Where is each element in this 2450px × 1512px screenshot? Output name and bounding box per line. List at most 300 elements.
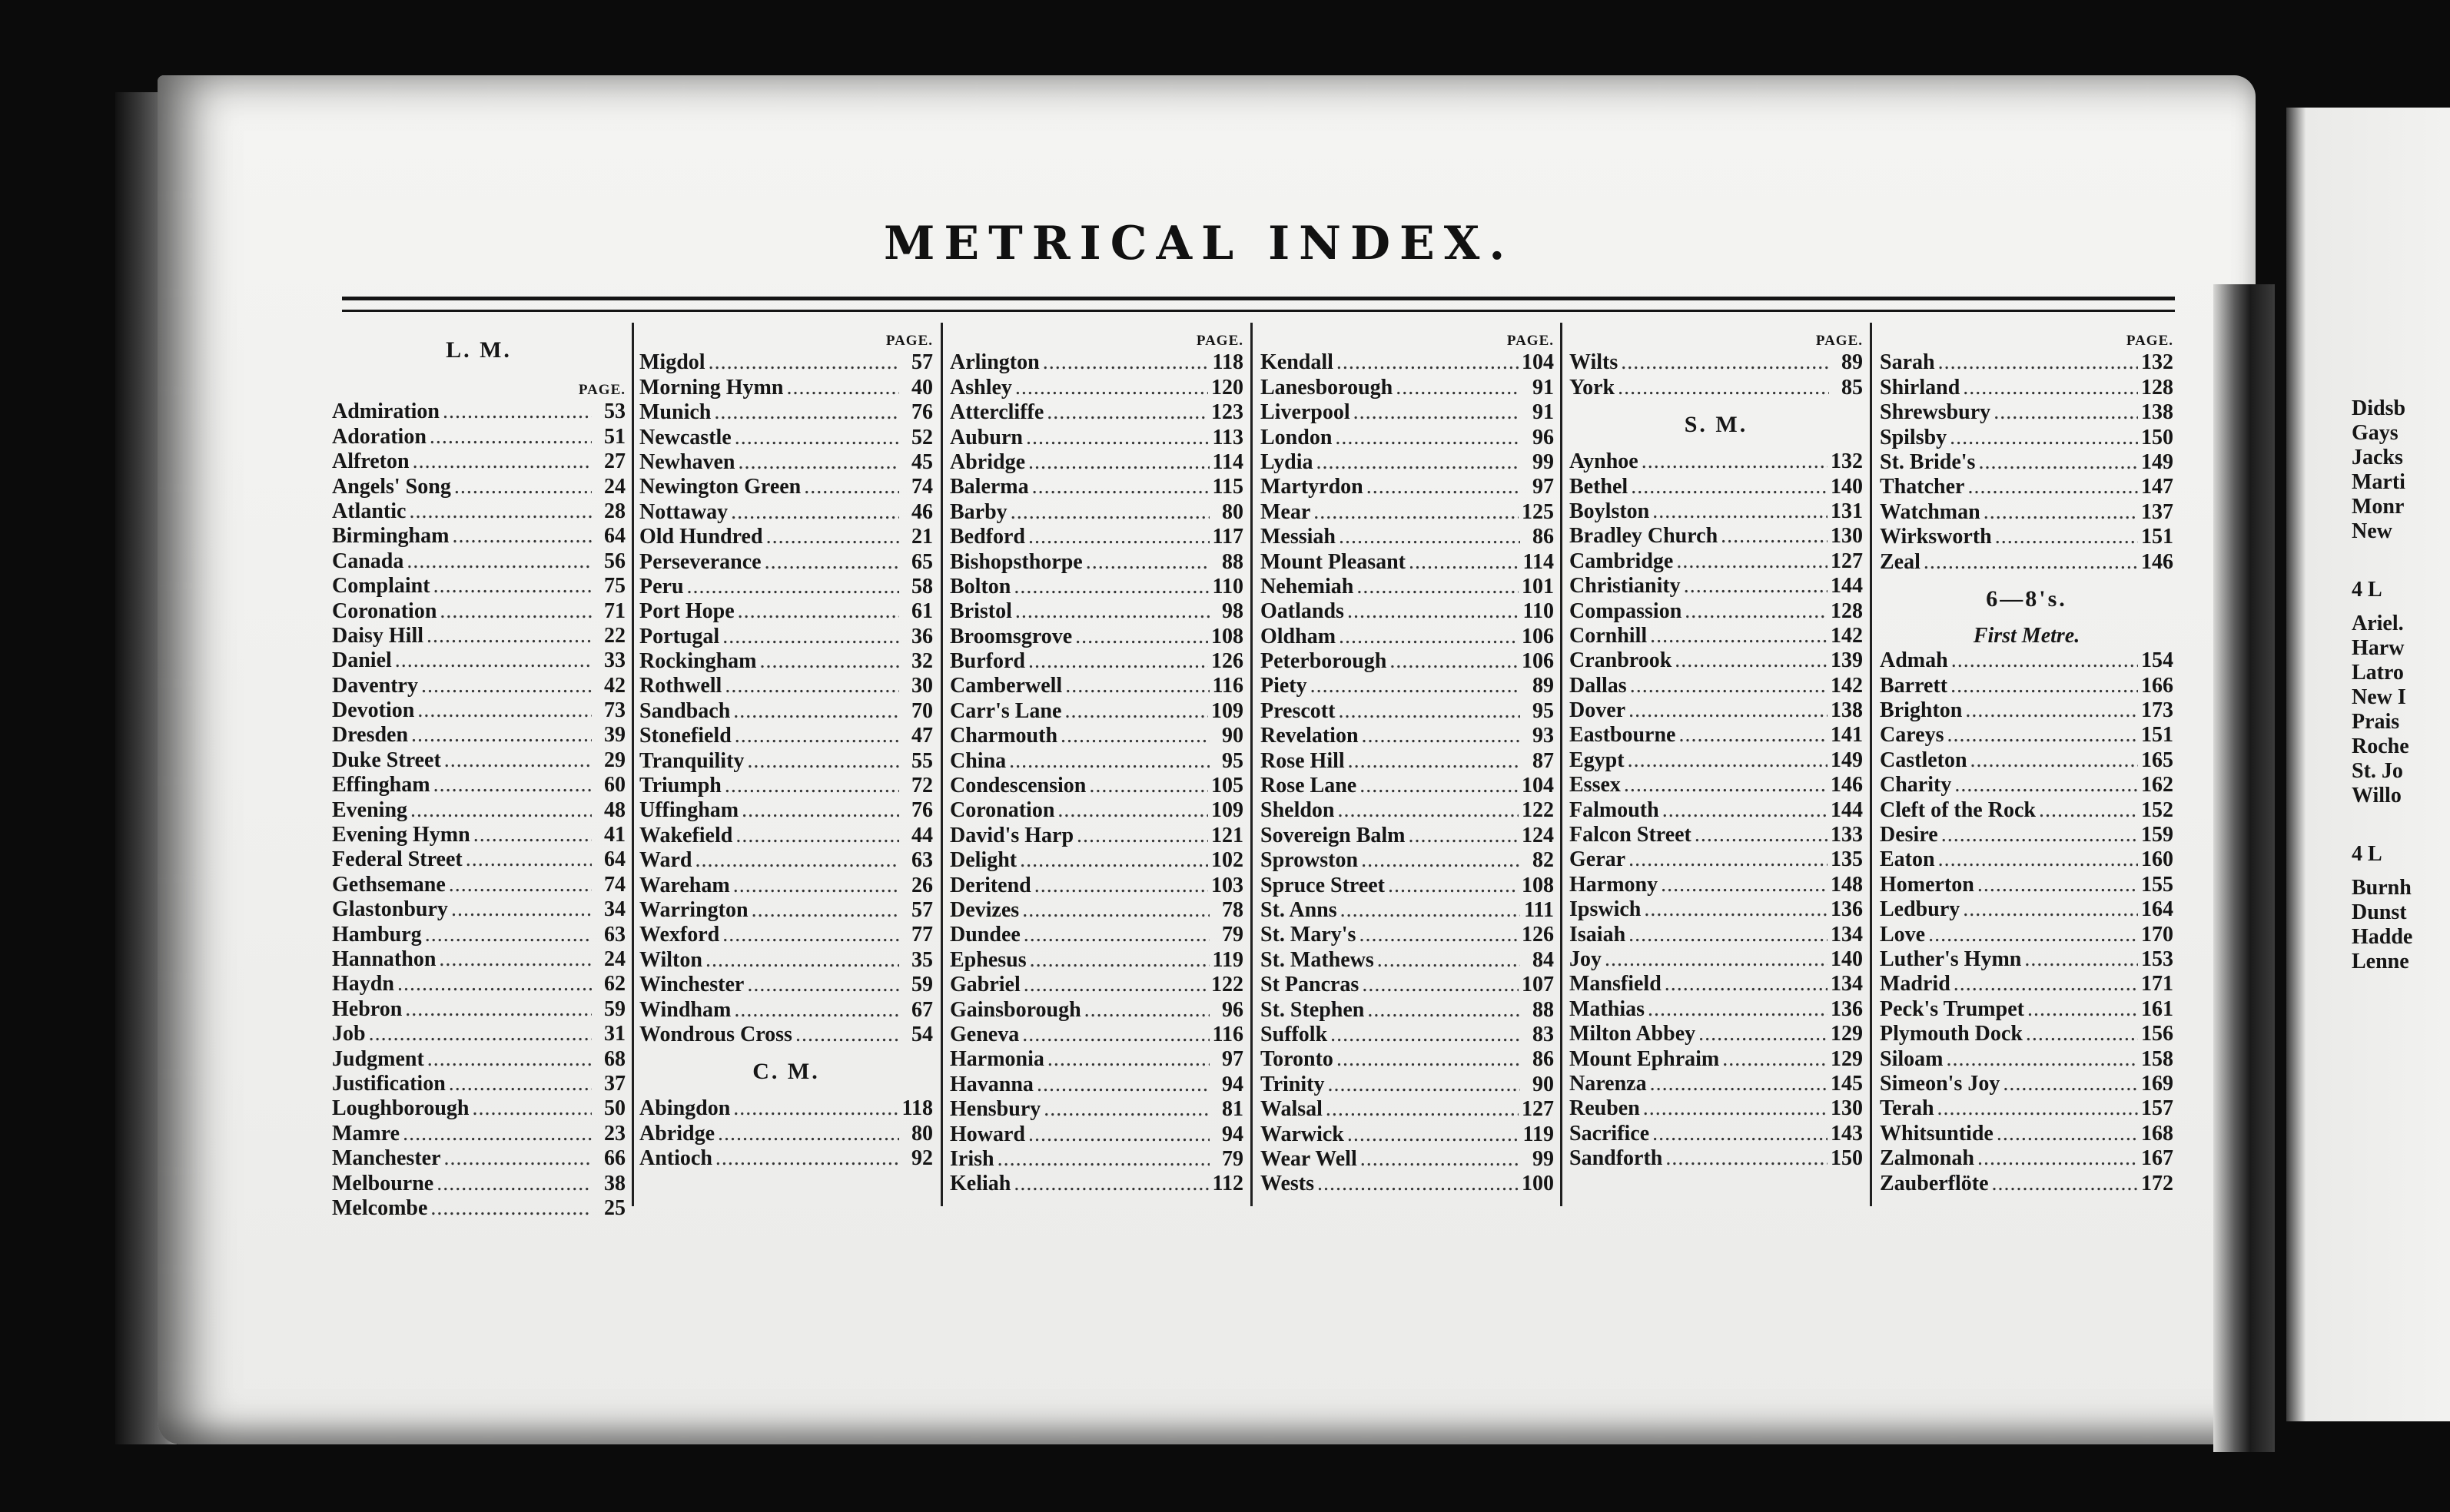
page-number: 102 — [1211, 848, 1243, 873]
index-entry — [1880, 873, 2173, 897]
tune-name: Munich — [639, 400, 712, 425]
leader-dots — [473, 823, 592, 847]
column-divider — [632, 323, 634, 1206]
leader-dots — [1665, 1146, 1828, 1171]
index-entry — [1569, 723, 1863, 748]
index-entry — [332, 1146, 626, 1171]
leader-dots — [1951, 648, 2138, 673]
edge-fragment: Jacks — [2352, 446, 2403, 469]
page-number: 90 — [1532, 1072, 1554, 1096]
leader-dots — [1389, 649, 1519, 674]
index-entry — [1260, 649, 1554, 674]
leader-dots — [1963, 376, 2138, 400]
index-entry — [332, 897, 626, 922]
index-entry — [1260, 923, 1554, 947]
tune-name: Broomsgrove — [950, 624, 1073, 648]
column-divider — [1560, 323, 1562, 1206]
index-entry — [639, 1096, 933, 1121]
page-number: 127 — [1831, 549, 1863, 573]
index-column-5 — [1569, 326, 1863, 1172]
index-entry — [1880, 426, 2173, 450]
page-number: 50 — [604, 1096, 626, 1121]
index-entry — [1880, 648, 2173, 673]
index-entry — [950, 475, 1243, 499]
tune-name: Irish — [950, 1146, 994, 1171]
leader-dots — [1024, 973, 1208, 997]
leader-dots — [1643, 1096, 1828, 1121]
tune-name: Judgment — [332, 1046, 424, 1071]
index-entry — [1260, 1122, 1554, 1147]
page-number: 110 — [1522, 599, 1554, 624]
leader-dots — [1977, 873, 2138, 897]
tune-name: St. Anns — [1260, 897, 1337, 922]
index-entry — [1569, 823, 1863, 847]
index-entry — [1880, 748, 2173, 773]
page-number: 22 — [604, 623, 626, 648]
edge-fragment: Dunst — [2352, 900, 2407, 924]
page-number: 98 — [1222, 599, 1243, 624]
index-entry — [1260, 674, 1554, 698]
page-number: 52 — [911, 425, 933, 449]
index-entry — [1569, 997, 1863, 1022]
tune-name: Hensbury — [950, 1097, 1041, 1122]
edge-fragment: Prais — [2352, 710, 2400, 734]
tune-name: Abingdon — [639, 1096, 731, 1121]
tune-name: Martyrdon — [1260, 475, 1363, 499]
page-number: 107 — [1522, 973, 1554, 997]
leader-dots — [1676, 549, 1828, 574]
leader-dots — [421, 674, 592, 698]
leader-dots — [731, 500, 899, 525]
leader-dots — [430, 425, 592, 449]
page-number: 31 — [604, 1022, 626, 1046]
leader-dots — [1950, 426, 2138, 450]
index-entry — [950, 1147, 1243, 1172]
tune-name: Egypt — [1569, 748, 1625, 772]
page-number: 130 — [1831, 1096, 1863, 1121]
tune-name: Milton Abbey — [1569, 1022, 1696, 1046]
page-number: 63 — [911, 848, 933, 873]
index-entry — [639, 525, 933, 549]
tune-name: Newington Green — [639, 475, 802, 499]
page-number: 38 — [604, 1171, 626, 1195]
edge-fragment: 4 L — [2352, 842, 2382, 866]
leader-dots — [1995, 525, 2138, 549]
tune-name: Glastonbury — [332, 897, 448, 922]
page-number: 75 — [604, 574, 626, 598]
leader-dots — [1043, 350, 1210, 375]
index-entry — [1260, 774, 1554, 798]
leader-dots — [1924, 550, 2138, 575]
index-entry — [950, 376, 1243, 400]
leader-dots — [759, 649, 899, 674]
leader-dots — [1028, 450, 1210, 475]
index-entry — [332, 475, 626, 499]
page-number: 96 — [1532, 425, 1554, 449]
leader-dots — [1684, 574, 1828, 598]
index-entry — [950, 1047, 1243, 1072]
index-entry — [332, 947, 626, 972]
tune-name: Melcombe — [332, 1195, 428, 1220]
tune-name: Spruce Street — [1260, 873, 1385, 897]
page-number: 140 — [1831, 947, 1863, 971]
tune-name: Hamburg — [332, 922, 422, 947]
page-number: 118 — [901, 1096, 933, 1121]
index-column-6 — [1880, 326, 2173, 1196]
page-title: METRICAL INDEX. — [884, 217, 1515, 270]
page-number: 106 — [1522, 624, 1554, 648]
leader-dots — [765, 550, 899, 575]
index-entry — [950, 1122, 1243, 1147]
index-entry — [1260, 376, 1554, 400]
tune-name: Bolton — [950, 574, 1011, 598]
leader-dots — [1367, 998, 1520, 1023]
leader-dots — [444, 1146, 592, 1171]
leader-dots — [2039, 798, 2138, 823]
leader-dots — [440, 599, 592, 624]
leader-dots — [1377, 948, 1520, 973]
leader-dots — [1965, 698, 2138, 723]
leader-dots — [735, 724, 899, 748]
page-number: 91 — [1532, 375, 1554, 400]
index-entry — [1260, 798, 1554, 823]
leader-dots — [1938, 847, 2138, 872]
index-entry — [1880, 897, 2173, 922]
tune-name: Carr's Lane — [950, 698, 1062, 723]
leader-dots — [1030, 948, 1210, 973]
tune-name: Mount Ephraim — [1569, 1046, 1720, 1071]
index-entry — [950, 1023, 1243, 1047]
tune-name: Narenza — [1569, 1071, 1647, 1096]
page-number: 154 — [2141, 648, 2173, 673]
page-number: 81 — [1222, 1097, 1243, 1122]
page-number: 109 — [1211, 798, 1243, 823]
index-entry — [950, 874, 1243, 898]
page-number: 80 — [911, 1121, 933, 1146]
tune-name: Rockingham — [639, 649, 757, 674]
page-number: 88 — [1532, 997, 1554, 1022]
tune-name: Bedford — [950, 525, 1025, 549]
index-entry — [639, 798, 933, 823]
leader-dots — [1356, 575, 1519, 599]
leader-dots — [714, 400, 899, 425]
index-entry — [1569, 499, 1863, 524]
edge-fragment: Willo — [2352, 784, 2402, 807]
page-number: 64 — [604, 847, 626, 872]
tune-name: Sandforth — [1569, 1146, 1663, 1171]
page-number: 151 — [2141, 723, 2173, 748]
page-number: 114 — [1522, 549, 1554, 574]
leader-dots — [369, 1022, 592, 1046]
leader-dots — [1967, 475, 2138, 499]
leader-dots — [1327, 1073, 1520, 1097]
tune-name: Ipswich — [1569, 897, 1642, 922]
index-entry — [639, 426, 933, 450]
leader-dots — [1028, 1122, 1210, 1147]
leader-dots — [1361, 848, 1520, 873]
index-entry — [1260, 948, 1554, 973]
index-entry — [1260, 550, 1554, 575]
tune-name: Deritend — [950, 873, 1031, 897]
page-column-header: PAGE. — [1506, 333, 1554, 349]
tune-name: Sprowston — [1260, 848, 1359, 873]
leader-dots — [1084, 998, 1210, 1023]
tune-name: Wirksworth — [1880, 525, 1992, 549]
index-entry — [1569, 524, 1863, 549]
page-number: 55 — [911, 748, 933, 773]
tune-name: Duke Street — [332, 748, 441, 772]
page-number: 115 — [1212, 475, 1243, 499]
tune-name: Zauberflöte — [1880, 1171, 1989, 1195]
tune-name: St. Stephen — [1260, 997, 1365, 1022]
tune-name: Delight — [950, 848, 1018, 873]
tune-name: Canada — [332, 549, 404, 573]
leader-dots — [1338, 699, 1520, 724]
page-number: 33 — [604, 648, 626, 673]
page-number: 45 — [911, 449, 933, 474]
page-number: 77 — [911, 923, 933, 947]
index-entry — [1880, 847, 2173, 872]
tune-name: Shirland — [1880, 375, 1960, 400]
leader-dots — [1037, 1073, 1210, 1097]
column-divider — [1870, 323, 1872, 1206]
tune-name: Attercliffe — [950, 400, 1044, 425]
tune-name: Haydn — [332, 972, 394, 996]
page-number: 141 — [1831, 723, 1863, 748]
index-entry — [639, 400, 933, 425]
meter-section-heading: L. M. — [446, 337, 512, 363]
index-entry — [639, 749, 933, 774]
index-entry — [950, 1172, 1243, 1196]
page-number: 136 — [1831, 996, 1863, 1021]
page-number: 83 — [1532, 1022, 1554, 1046]
leader-dots — [449, 873, 592, 897]
index-entry — [332, 674, 626, 698]
leader-dots — [403, 1122, 592, 1146]
index-entry — [950, 1097, 1243, 1122]
page-number: 118 — [1212, 350, 1243, 375]
page-number: 84 — [1532, 947, 1554, 972]
page-number: 155 — [2141, 872, 2173, 897]
page-number: 149 — [2141, 449, 2173, 474]
leader-dots — [1057, 798, 1208, 823]
leader-dots — [998, 1147, 1210, 1172]
page-number: 159 — [2141, 823, 2173, 847]
tune-name: Terah — [1880, 1096, 1934, 1121]
index-entry — [332, 449, 626, 474]
page-number: 94 — [1222, 1072, 1243, 1096]
leader-dots — [1065, 674, 1209, 698]
leader-dots — [433, 773, 592, 797]
page-number: 59 — [604, 996, 626, 1021]
page-number: 87 — [1532, 748, 1554, 773]
index-entry — [1569, 475, 1863, 499]
tune-name: Morning Hymn — [639, 375, 784, 400]
index-entry — [332, 1172, 626, 1196]
leader-dots — [1020, 848, 1208, 873]
page-number: 108 — [1522, 873, 1554, 897]
index-entry — [1569, 624, 1863, 648]
index-entry — [639, 500, 933, 525]
tune-name: Dover — [1569, 698, 1626, 723]
leader-dots — [733, 1096, 898, 1121]
page-number: 169 — [2141, 1071, 2173, 1096]
meter-subheading: First Metre. — [1973, 623, 2080, 648]
page-number: 63 — [604, 922, 626, 947]
index-entry — [1260, 1047, 1554, 1072]
tune-name: Daventry — [332, 673, 418, 698]
index-entry — [1880, 525, 2173, 549]
index-entry — [639, 948, 933, 973]
leader-dots — [395, 648, 592, 673]
index-entry — [1569, 1096, 1863, 1121]
index-entry — [1569, 449, 1863, 474]
leader-dots — [1650, 624, 1828, 648]
page-number: 143 — [1831, 1121, 1863, 1146]
tune-name: Castleton — [1880, 748, 1967, 772]
index-entry — [950, 599, 1243, 624]
page-number: 86 — [1532, 1047, 1554, 1072]
page-number: 91 — [1532, 400, 1554, 425]
leader-dots — [1954, 972, 2138, 996]
leader-dots — [1978, 450, 2138, 475]
book-gutter — [2213, 284, 2275, 1452]
tune-name: Watchman — [1880, 499, 1980, 524]
index-entry — [332, 847, 626, 872]
page-number: 79 — [1222, 923, 1243, 947]
page-number: 109 — [1211, 698, 1243, 723]
index-entry — [950, 724, 1243, 748]
index-entry — [950, 824, 1243, 848]
index-entry — [1260, 874, 1554, 898]
page-number: 99 — [1532, 1146, 1554, 1171]
edge-fragment: Hadde — [2352, 925, 2413, 949]
page-number: 72 — [911, 774, 933, 798]
tune-name: Siloam — [1880, 1046, 1944, 1071]
page-number: 101 — [1522, 574, 1554, 598]
tune-name: Harmony — [1569, 872, 1658, 897]
page-number: 144 — [1831, 797, 1863, 822]
page-number: 144 — [1831, 574, 1863, 598]
leader-dots — [1652, 499, 1828, 524]
index-entry — [1880, 674, 2173, 698]
leader-dots — [738, 599, 899, 624]
page-number: 53 — [604, 400, 626, 424]
page-number: 100 — [1522, 1172, 1554, 1196]
index-column-2 — [639, 326, 933, 1172]
edge-fragment: 4 L — [2352, 578, 2382, 602]
tune-name: Trinity — [1260, 1072, 1325, 1096]
leader-dots — [766, 525, 899, 549]
index-entry — [1569, 549, 1863, 574]
tune-name: Cornhill — [1569, 623, 1648, 648]
page-number: 97 — [1222, 1047, 1243, 1072]
tune-name: Balerma — [950, 475, 1029, 499]
edge-fragment: Lenne — [2352, 950, 2409, 973]
tune-name: Atlantic — [332, 499, 407, 523]
index-entry — [950, 998, 1243, 1023]
page-column-header: PAGE. — [1815, 333, 1863, 349]
page-column-header: PAGE. — [885, 333, 933, 349]
page-number: 103 — [1211, 873, 1243, 897]
leader-dots — [417, 698, 592, 723]
index-entry — [332, 1047, 626, 1072]
leader-dots — [1661, 873, 1828, 897]
meter-section-heading: S. M. — [1684, 412, 1748, 438]
page-number: 134 — [1831, 922, 1863, 947]
page-number: 172 — [2141, 1171, 2173, 1195]
tune-name: Harmonia — [950, 1047, 1044, 1072]
index-entry — [639, 699, 933, 724]
index-entry — [1569, 947, 1863, 972]
tune-name: Mamre — [332, 1121, 400, 1146]
leader-dots — [1678, 723, 1828, 748]
tune-name: Reuben — [1569, 1096, 1640, 1121]
tune-name: Lydia — [1260, 449, 1313, 474]
leader-dots — [1997, 1122, 2138, 1146]
page-column-header: PAGE. — [2126, 333, 2173, 349]
index-column-4 — [1260, 326, 1554, 1197]
tune-name: Manchester — [332, 1146, 441, 1171]
page-number: 132 — [2141, 350, 2173, 375]
meter-section-heading: C. M. — [752, 1059, 820, 1085]
index-entry — [1260, 973, 1554, 997]
tune-name: Wondrous Cross — [639, 1022, 792, 1046]
index-entry — [1569, 1122, 1863, 1146]
leader-dots — [1336, 350, 1519, 375]
leader-dots — [695, 848, 899, 873]
page-number: 153 — [2141, 947, 2173, 971]
leader-dots — [747, 973, 899, 997]
index-entry — [332, 499, 626, 524]
page-number: 170 — [2141, 922, 2173, 947]
index-entry — [639, 824, 933, 848]
tune-name: Nehemiah — [1260, 574, 1354, 598]
index-entry — [950, 426, 1243, 450]
tune-name: Sarah — [1880, 350, 1935, 375]
index-entry — [1569, 897, 1863, 922]
tune-name: Migdol — [639, 350, 705, 375]
leader-dots — [1665, 972, 1828, 996]
page-number: 161 — [2141, 996, 2173, 1021]
leader-dots — [1015, 599, 1210, 624]
index-entry — [639, 649, 933, 674]
leader-dots — [1359, 923, 1519, 947]
page-number: 165 — [2141, 748, 2173, 772]
tune-name: Rothwell — [639, 674, 722, 698]
page-number: 126 — [1211, 649, 1243, 674]
tune-name: Coronation — [950, 798, 1055, 823]
tune-name: London — [1260, 425, 1333, 449]
tune-name: Evening Hymn — [332, 823, 470, 847]
tune-name: Stonefield — [639, 724, 732, 748]
page-number: 130 — [1831, 524, 1863, 549]
leader-dots — [1317, 1172, 1519, 1196]
index-entry — [950, 699, 1243, 724]
leader-dots — [1340, 898, 1520, 923]
page-number: 95 — [1532, 698, 1554, 723]
leader-dots — [1011, 500, 1210, 525]
tune-name: Camberwell — [950, 674, 1063, 698]
page-number: 126 — [1522, 923, 1554, 947]
page-number: 129 — [1831, 1046, 1863, 1071]
tune-name: Ledbury — [1880, 897, 1960, 922]
page-number: 32 — [911, 649, 933, 674]
index-entry — [950, 923, 1243, 947]
leader-dots — [1977, 1146, 2138, 1171]
leader-dots — [1026, 426, 1210, 450]
leader-dots — [747, 749, 899, 774]
